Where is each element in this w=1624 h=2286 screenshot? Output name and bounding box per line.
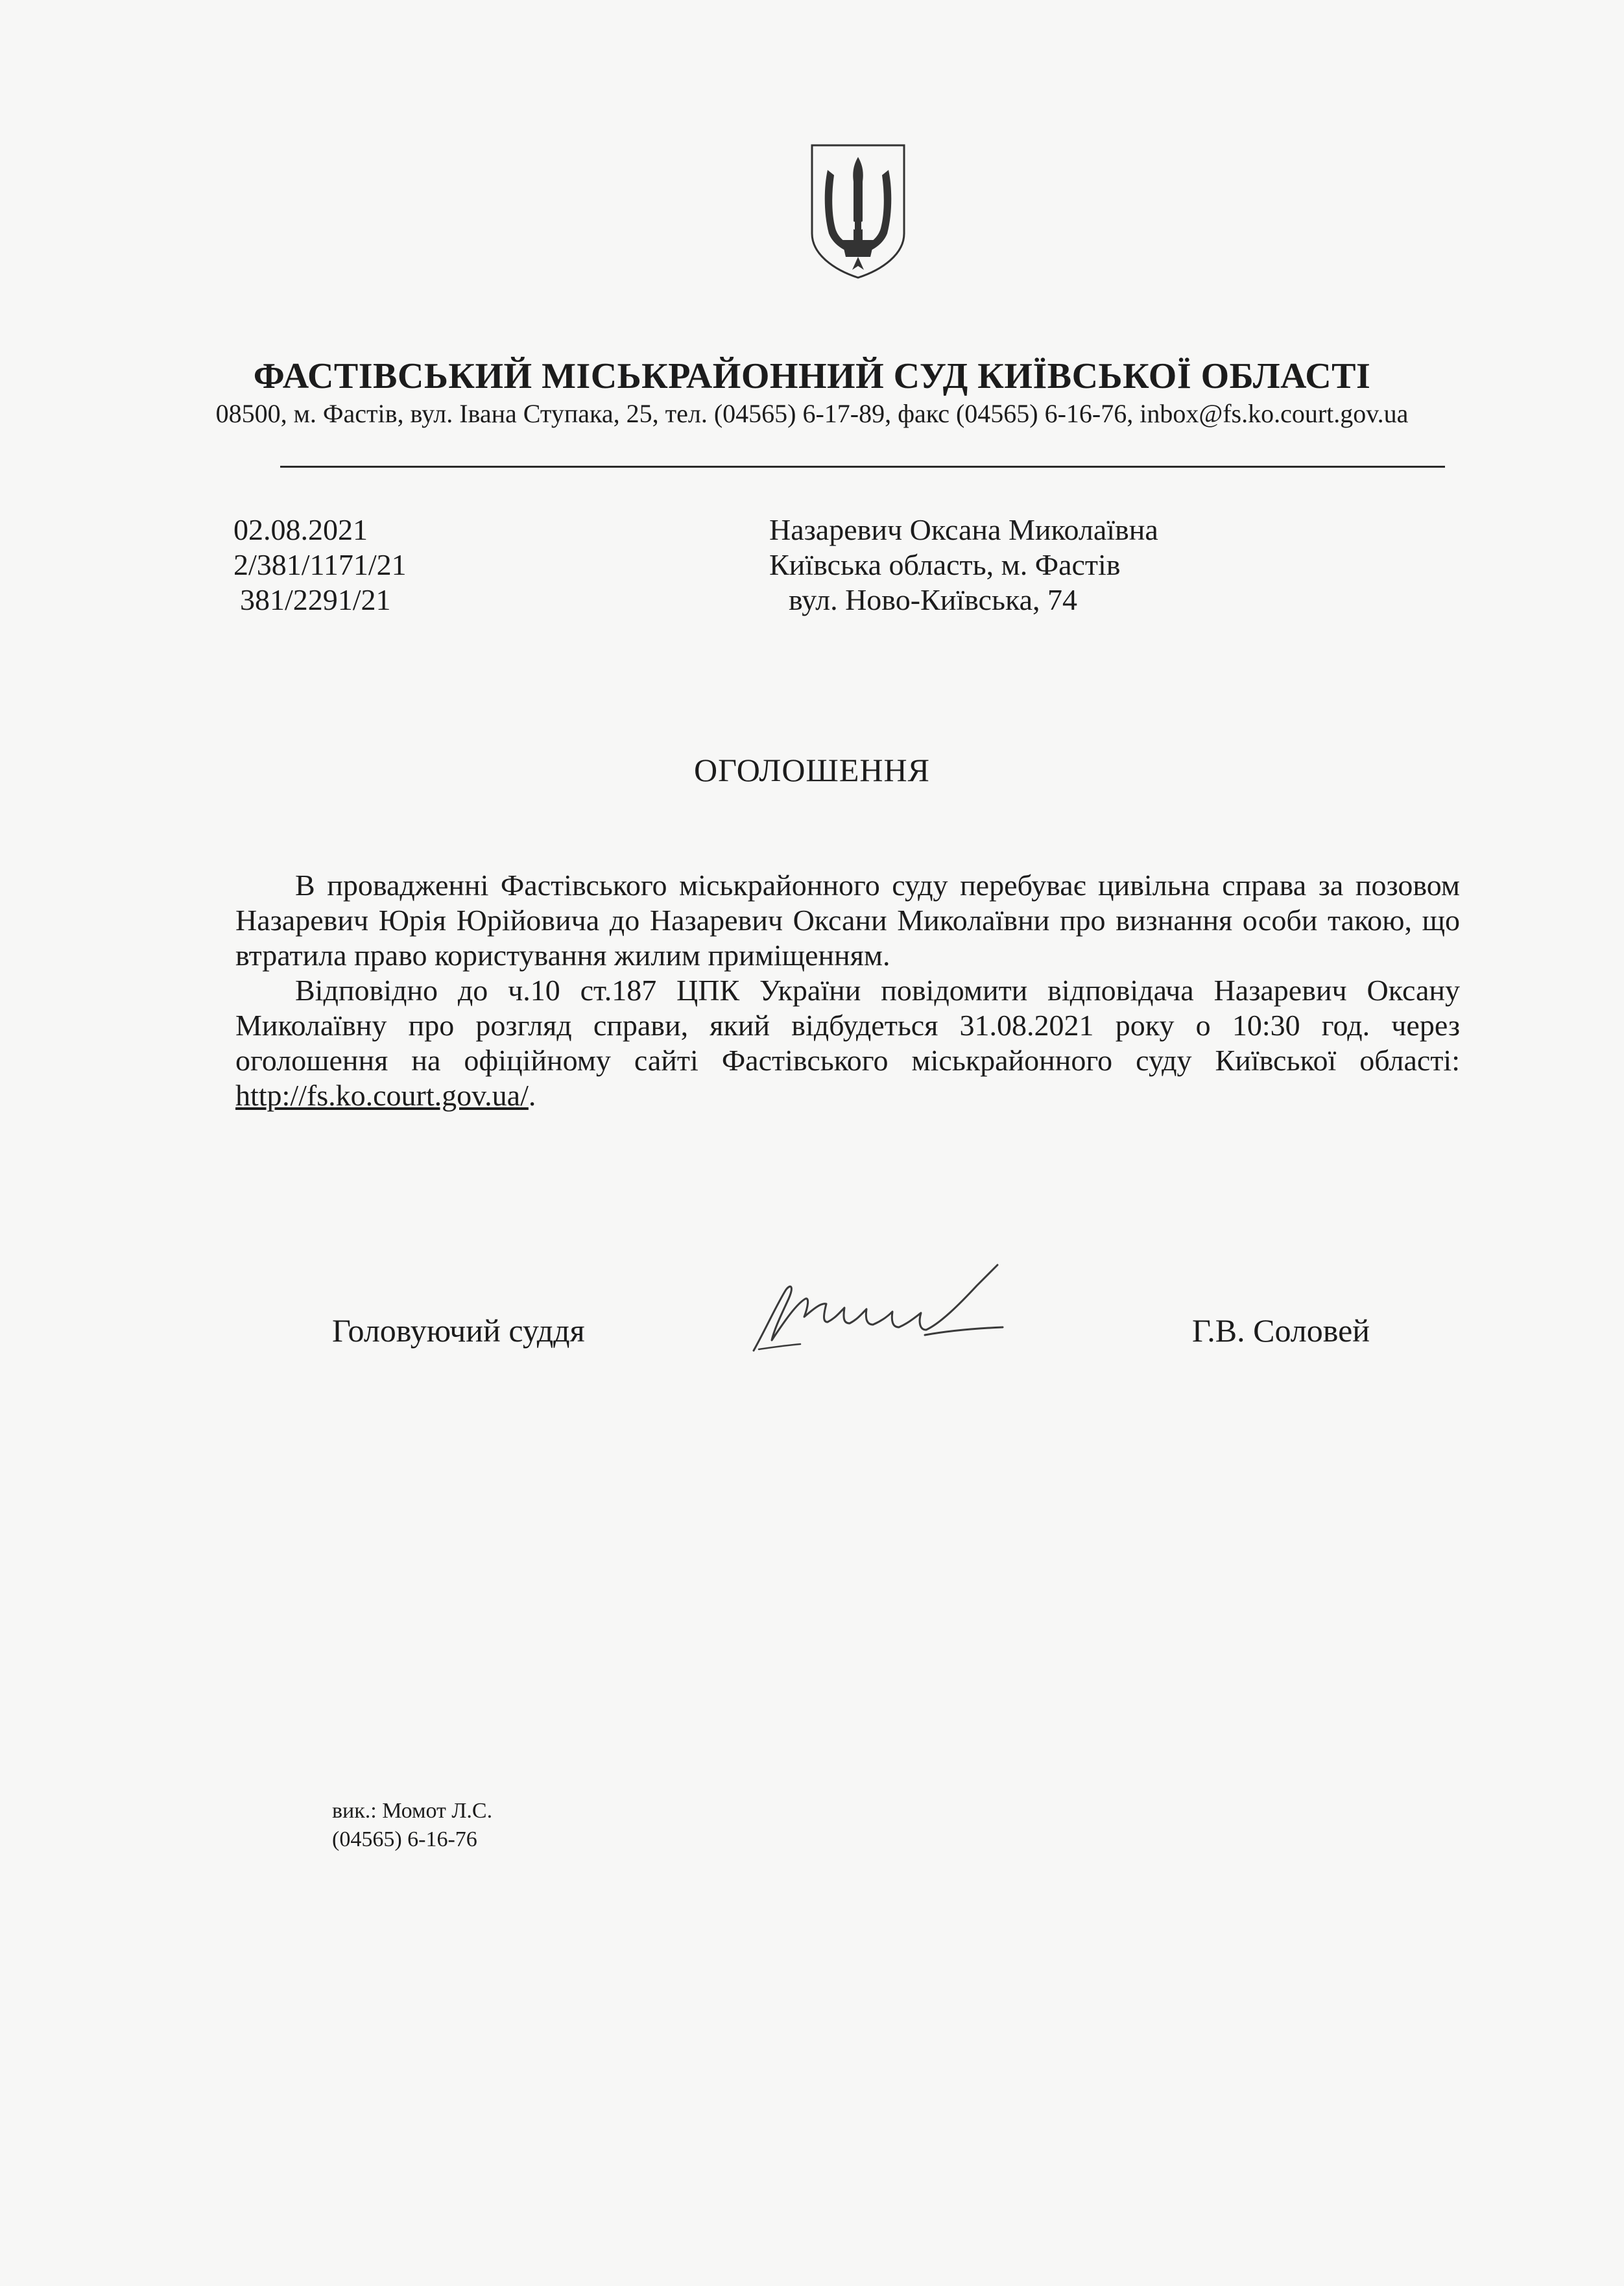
executor-phone: (04565) 6-16-76 [332, 1827, 477, 1851]
court-name: ФАСТІВСЬКИЙ МІСЬКРАЙОННИЙ СУД КИЇВСЬКОЇ ОБЛАСТІ [253, 356, 1371, 396]
judge-name: Г.В. Соловей [1192, 1312, 1370, 1349]
proceeding-number: 381/2291/21 [240, 583, 391, 616]
recipient-block [769, 512, 1158, 618]
header-divider [280, 466, 1445, 468]
body-paragraph: В провадженні Фастівського міськрайонного суду перебуває цивільна справа за позовом Назаревич Юрія Юрійовича до Назаревич Оксани Миколаївни про визнання особи такою, що втратила право користування жилим приміщенням. [235, 869, 1460, 972]
recipient-street: вул. Ново-Київська, 74 [789, 583, 1078, 616]
executor-name: вик.: Момот Л.С. [332, 1799, 493, 1823]
document-body [235, 868, 1460, 1113]
body-paragraph [235, 973, 1460, 1113]
coat-of-arms-icon [809, 143, 907, 280]
document-date: 02.08.2021 [233, 513, 368, 546]
link-suffix: . [528, 1079, 536, 1112]
court-address: 08500, м. Фастів, вул. Івана Ступака, 25, тел. (04565) 6-17-89, факс (04565) 6-16-76, inbox@fs.ko.court.gov.ua [215, 399, 1409, 428]
body-paragraph-text: Відповідно до ч.10 ст.187 ЦПК України повідомити відповідача Назаревич Оксану Миколаївну про розгляд справи, який відбудеться 31.08.2021 року о 10:30 год. через оголошення на офіційному сайті Фастівського міськрайонного суду Київської області: [235, 974, 1460, 1077]
recipient-name: Назаревич Оксана Миколаївна [769, 513, 1158, 546]
court-website-link[interactable]: http://fs.ko.court.gov.ua/ [235, 1079, 529, 1112]
recipient-city: Київська область, м. Фастів [769, 548, 1121, 581]
case-number: 2/381/1171/21 [233, 548, 407, 581]
judge-role: Головуючий суддя [332, 1312, 585, 1349]
document-heading: ОГОЛОШЕННЯ [694, 752, 930, 788]
executor-block [332, 1797, 492, 1854]
document-meta [233, 512, 407, 618]
handwritten-signature [746, 1258, 1038, 1362]
